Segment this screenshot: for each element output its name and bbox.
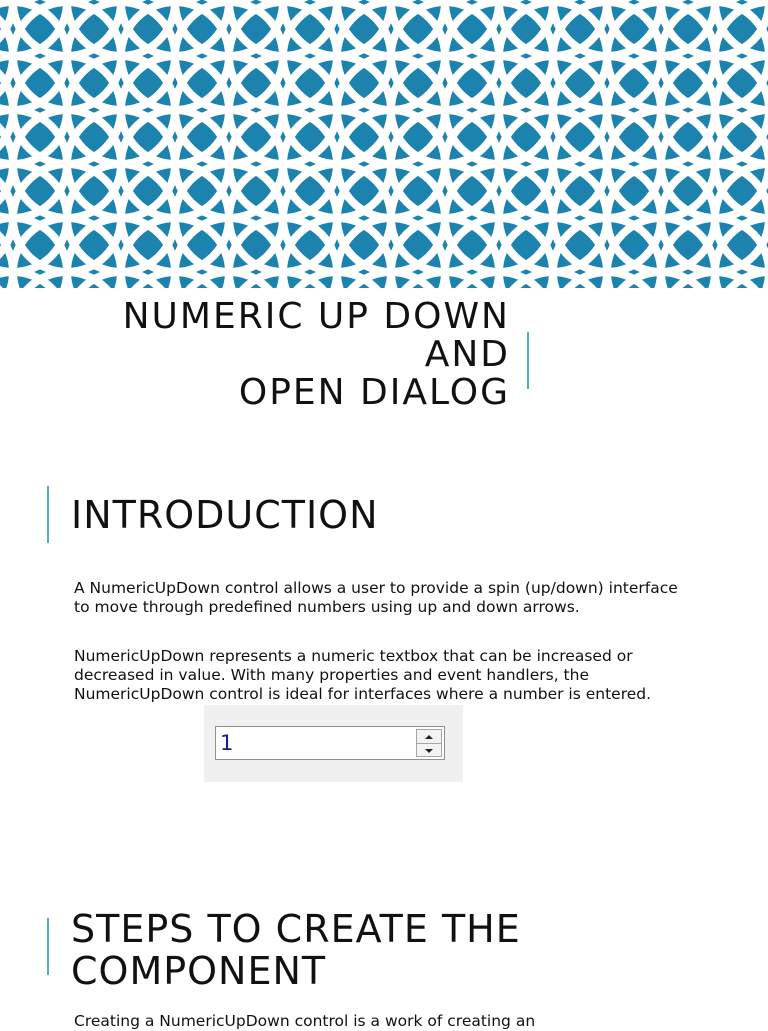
section-accent-rule: [47, 918, 49, 975]
triangle-up-icon: [425, 735, 433, 739]
numeric-up-down-control[interactable]: [215, 726, 445, 760]
title-line: OPEN DIALOG: [238, 372, 510, 413]
spin-up-button[interactable]: [417, 730, 441, 743]
spin-buttons[interactable]: [416, 729, 442, 757]
steps-heading: STEPS TO CREATE THE COMPONENT: [71, 907, 521, 993]
title-line: NUMERIC UP DOWN: [122, 296, 510, 337]
section-accent-rule: [47, 486, 49, 543]
intro-paragraph-2: NumericUpDown represents a numeric textbox that can be increased or decreased in value. With many properties and event handlers, the NumericUpDown control is ideal for interfaces where a number is entered.: [74, 647, 652, 703]
triangle-down-icon: [425, 749, 433, 753]
numeric-up-down-screenshot: [204, 705, 463, 782]
introduction-heading: INTRODUCTION: [71, 493, 379, 537]
title-line: AND: [424, 334, 510, 375]
numeric-value[interactable]: 1: [220, 731, 234, 755]
slide-title: [123, 298, 510, 412]
steps-paragraph: Creating a NumericUpDown control is a work of creating an: [74, 1012, 536, 1030]
banner-pattern: [0, 0, 768, 288]
intro-paragraph-1: A NumericUpDown control allows a user to provide a spin (up/down) interface to move through predefined numbers using up and down arrows.: [74, 579, 678, 616]
title-accent-rule: [527, 332, 529, 389]
spin-down-button[interactable]: [417, 743, 441, 757]
